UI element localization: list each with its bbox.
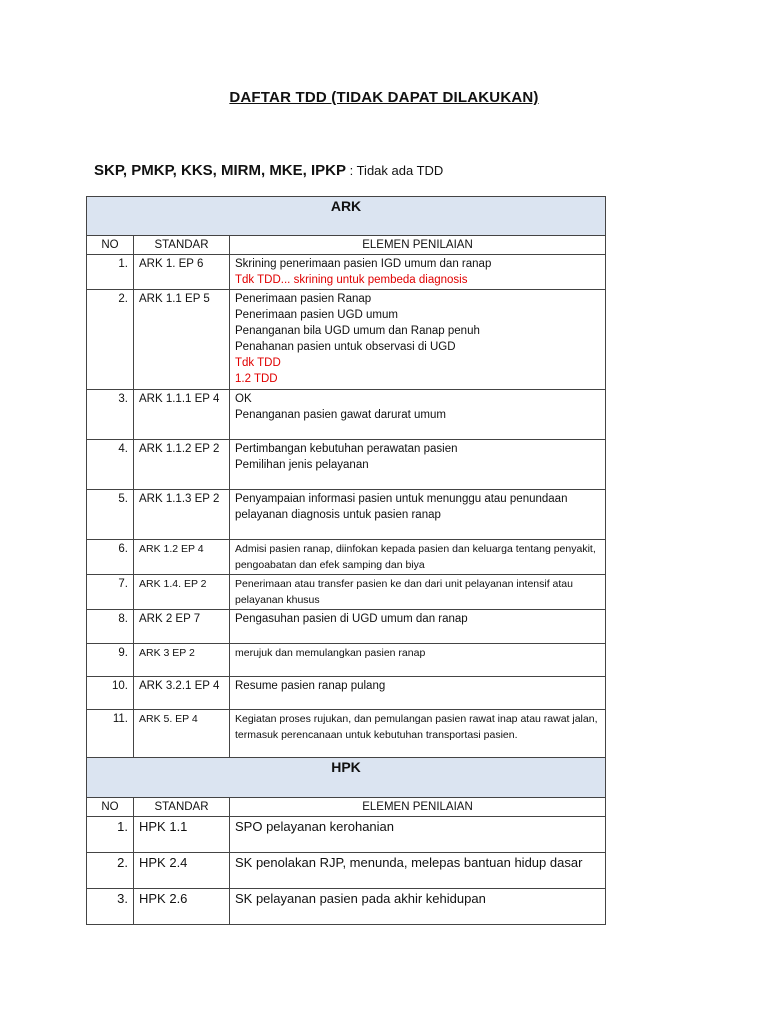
table-row [87,710,606,763]
row-standar: ARK 1. EP 6 [134,255,230,290]
table-row [87,610,606,644]
row-number: 9. [87,644,134,677]
elemen-line: Skrining penerimaan pasien IGD umum dan ranap [235,258,492,270]
table-row [87,677,606,710]
row-number: 2. [87,290,134,390]
table-row [87,490,606,540]
row-standar: ARK 5. EP 4 [134,710,230,763]
row-number: 10. [87,677,134,710]
elemen-line: Penerimaan pasien Ranap [235,293,372,305]
ark-section-header: ARK [87,197,606,236]
elemen-line: Penahanan pasien untuk observasi di UGD [235,341,456,353]
row-standar: HPK 2.6 [134,889,230,925]
column-header-elemen: ELEMEN PENILAIAN [230,236,606,255]
row-elemen [230,255,606,290]
elemen-line: Penerimaan atau transfer pasien ke dan dari unit pelayanan intensif atau pelayanan khusus [235,578,573,606]
row-elemen [230,390,606,440]
elemen-line: SK pelayanan pasien pada akhir kehidupan [235,891,486,906]
row-number: 1. [87,817,134,853]
row-standar: ARK 1.1 EP 5 [134,290,230,390]
table-row [87,817,606,853]
row-elemen [230,610,606,644]
row-number: 3. [87,390,134,440]
ark-section-header-row [87,197,606,236]
tdd-note: Tdk TDD [235,357,281,369]
table-row [87,255,606,290]
table-row [87,540,606,575]
row-standar: ARK 1.1.1 EP 4 [134,390,230,440]
column-header-elemen: ELEMEN PENILAIAN [230,798,606,817]
row-elemen [230,853,606,889]
tdd-note: 1.2 TDD [235,373,278,385]
hpk-section-header-row [87,758,606,798]
row-elemen [230,575,606,610]
row-number: 11. [87,710,134,763]
hpk-column-header-row [87,798,606,817]
row-standar: ARK 1.1.3 EP 2 [134,490,230,540]
row-elemen [230,540,606,575]
row-elemen [230,644,606,677]
row-elemen [230,440,606,490]
table-row [87,853,606,889]
elemen-line: Penerimaan pasien UGD umum [235,309,398,321]
elemen-line: Pertimbangan kebutuhan perawatan pasien [235,443,458,455]
tdd-note: Tdk TDD... skrining untuk pembeda diagnosis [235,274,468,286]
hpk-table [86,757,606,925]
elemen-line: Penanganan pasien gawat darurat umum [235,409,446,421]
column-header-standar: STANDAR [134,798,230,817]
elemen-line: SPO pelayanan kerohanian [235,819,395,834]
row-elemen [230,490,606,540]
elemen-line: Admisi pasien ranap, diinfokan kepada pasien dan keluarga tentang penyakit, pengoabatan dan efek samping dan biya [235,543,596,571]
row-standar: ARK 1.4. EP 2 [134,575,230,610]
elemen-line: OK [235,393,252,405]
row-standar: ARK 1.1.2 EP 2 [134,440,230,490]
row-number: 3. [87,889,134,925]
column-header-no: NO [87,798,134,817]
elemen-line: Pemilihan jenis pelayanan [235,459,369,471]
elemen-line: Pengasuhan pasien di UGD umum dan ranap [235,613,468,625]
page-title: DAFTAR TDD (TIDAK DAPAT DILAKUKAN) [229,89,539,106]
elemen-line: Penyampaian informasi pasien untuk menunggu atau penundaan pelayanan diagnosis untuk pasien ranap [235,493,568,521]
row-standar: HPK 2.4 [134,853,230,889]
subtitle [94,162,443,179]
elemen-line: Resume pasien ranap pulang [235,680,386,692]
subtitle-chapters: SKP, PMKP, KKS, MIRM, MKE, IPKP [94,162,346,179]
row-number: 5. [87,490,134,540]
elemen-line: Penanganan bila UGD umum dan Ranap penuh [235,325,480,337]
column-header-standar: STANDAR [134,236,230,255]
elemen-line: SK penolakan RJP, menunda, melepas bantuan hidup dasar [235,855,583,870]
row-elemen [230,710,606,763]
ark-table [86,196,606,763]
table-row [87,290,606,390]
row-number: 1. [87,255,134,290]
table-row [87,575,606,610]
row-elemen [230,677,606,710]
row-standar: HPK 1.1 [134,817,230,853]
elemen-line: Kegiatan proses rujukan, dan pemulangan pasien rawat inap atau rawat jalan, termasuk perencanaan untuk kebutuhan transportasi pasien. [235,713,598,741]
row-number: 7. [87,575,134,610]
table-row [87,390,606,440]
row-elemen [230,889,606,925]
table-row [87,440,606,490]
row-number: 6. [87,540,134,575]
row-number: 2. [87,853,134,889]
row-standar: ARK 3.2.1 EP 4 [134,677,230,710]
column-header-no: NO [87,236,134,255]
table-row [87,889,606,925]
row-standar: ARK 1.2 EP 4 [134,540,230,575]
hpk-section-header: HPK [87,758,606,798]
row-elemen [230,290,606,390]
row-standar: ARK 3 EP 2 [134,644,230,677]
table-row [87,644,606,677]
row-number: 8. [87,610,134,644]
row-number: 4. [87,440,134,490]
row-elemen [230,817,606,853]
subtitle-note: : Tidak ada TDD [346,163,444,178]
ark-column-header-row [87,236,606,255]
elemen-line: merujuk dan memulangkan pasien ranap [235,647,426,659]
row-standar: ARK 2 EP 7 [134,610,230,644]
